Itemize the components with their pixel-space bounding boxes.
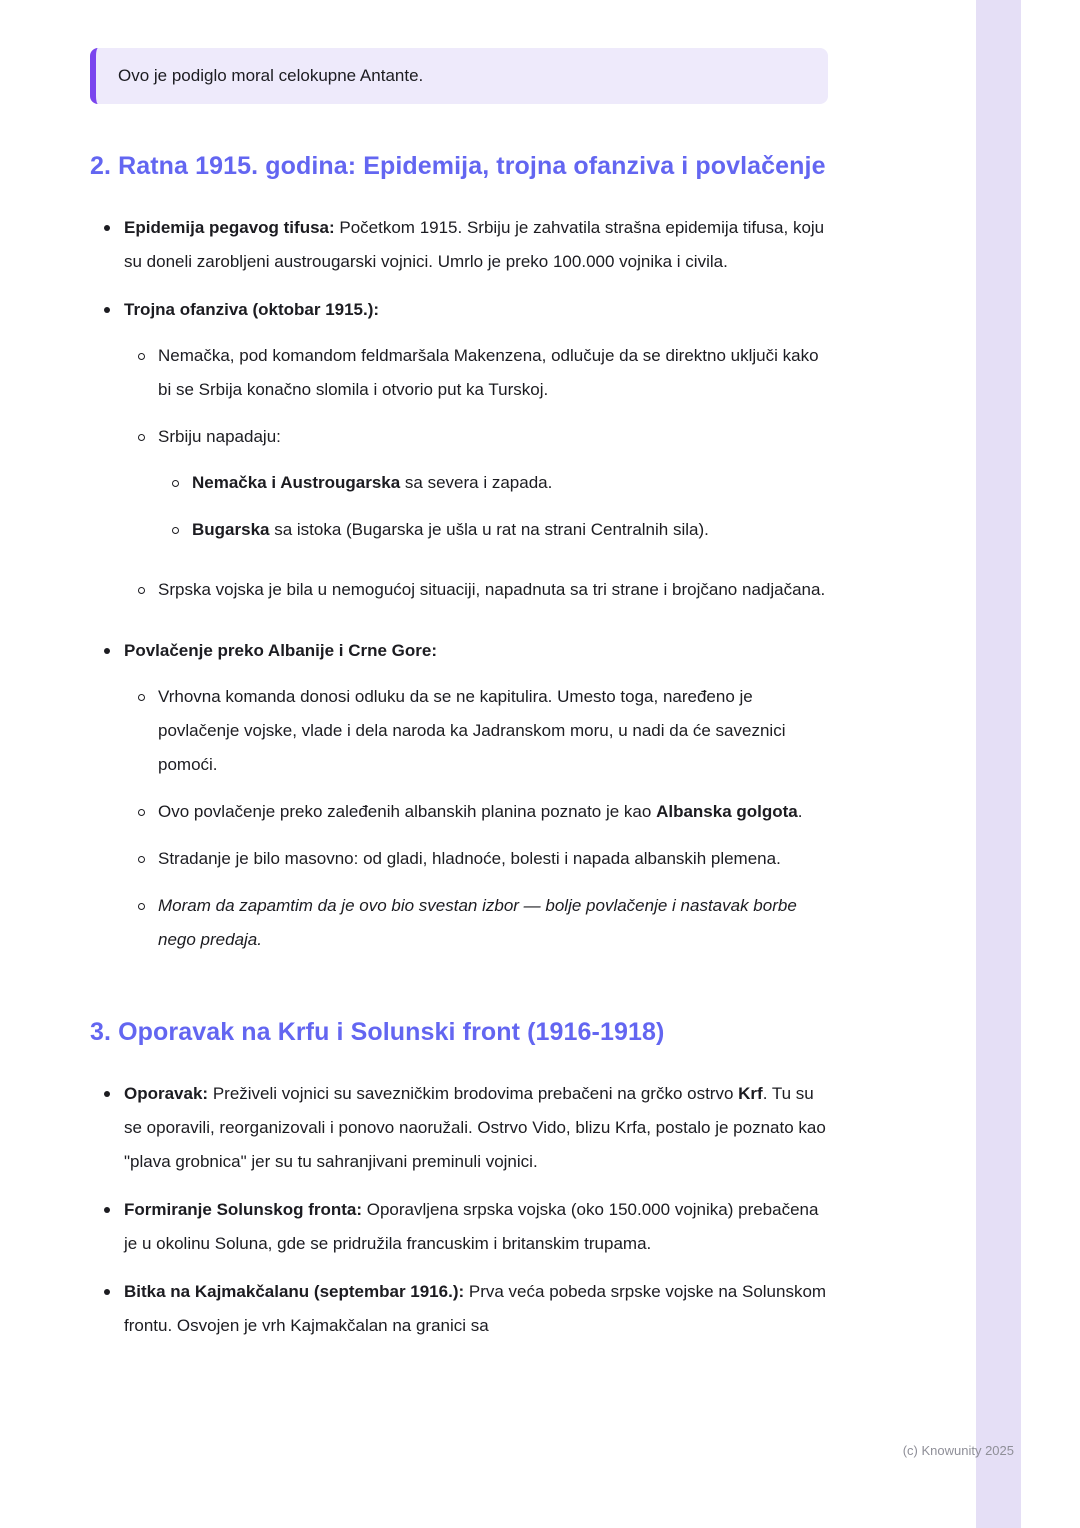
list-item-body: Srbiju napadaju: [158,427,281,446]
list-item [124,889,828,957]
list-item-body: Nemačka, pod komandom feldmaršala Makenzena, odlučuje da se direktno uključi kako bi se Srbija konačno slomila i otvorio put ka Turskoj. [158,346,819,399]
list-item-text [192,466,828,500]
section-2-heading: 2. Ratna 1915. godina: Epidemija, trojna ofanziva i povlačenje [90,152,826,180]
nested-list [124,339,828,607]
list-item-body: . Tu su se oporavili, reorganizovali i ponovo naoružali. Ostrvo Vido, blizu Krfa, postalo je poznato kao "plava grobnica" jer su tu sahranjivani preminuli vojnici. [124,1084,826,1171]
bullet-circle-icon [138,420,158,560]
copyright-text: (c) Knowunity 2025 [902,1443,1014,1458]
list-item [90,293,828,620]
bullet-circle-icon [138,573,158,607]
list-item-lead: Bitka na Kajmakčalanu (septembar 1916.): [124,1282,465,1301]
list-item-text [124,634,828,970]
list-item-lead: Povlačenje preko Albanije i Crne Gore: [124,641,438,660]
list-item [124,339,828,407]
list-item-text [192,513,828,547]
list-item [90,211,828,279]
list-item-text [124,1077,828,1179]
list-item-body: Ovo povlačenje preko zaleđenih albanskih planina poznato je kao [158,802,657,821]
list-item-lead: Oporavak: [124,1084,209,1103]
list-item-bold: Krf [738,1084,763,1103]
nested-list [158,466,828,547]
quote-callout-text: Ovo je podiglo moral celokupne Antante. [118,66,424,85]
list-item-body: Preživeli vojnici su savezničkim brodovima prebačeni na grčko ostrvo [208,1084,739,1103]
list-item-body: Oporavljena srpska vojska (oko 150.000 vojnika) prebačena je u okolinu Soluna, gde se pridružila francuskim i britanskim trupama. [124,1200,819,1253]
list-item-body: sa severa i zapada. [400,473,553,492]
list-item-lead: Epidemija pegavog tifusa: [124,218,335,237]
list-item-bold: Albanska golgota [656,802,798,821]
list-item [158,466,828,500]
bullet-disc-icon [104,211,124,279]
list-item [124,842,828,876]
bullet-disc-icon [104,634,124,970]
list-item-lead: Bugarska [192,520,270,539]
list-item-note [158,889,828,957]
bullet-circle-icon [138,795,158,829]
section-3-list [90,1077,828,1343]
list-item-body: Početkom 1915. Srbiju je zahvatila strašna epidemija tifusa, koju su doneli zarobljeni austrougarski vojnici. Umrlo je preko 100.000 vojnika i civila. [124,218,825,271]
list-item [124,573,828,607]
list-item [124,420,828,560]
bullet-circle-icon [138,680,158,782]
list-item-text [158,680,828,782]
list-item-lead: Formiranje Solunskog fronta: [124,1200,363,1219]
list-item-text [158,420,828,560]
bullet-disc-icon [104,1275,124,1343]
list-item-body: . [797,802,803,821]
bullet-circle-icon [138,842,158,876]
list-item-body: sa istoka (Bugarska je ušla u rat na strani Centralnih sila). [269,520,709,539]
list-item-body: Srpska vojska je bila u nemogućoj situaciji, napadnuta sa tri strane i brojčano nadjačana. [158,580,826,599]
list-item-lead: Trojna ofanziva (oktobar 1915.): [124,300,380,319]
list-item [124,795,828,829]
list-item-body: Vrhovna komanda donosi odluku da se ne kapitulira. Umesto toga, naređeno je povlačenje vojske, vlade i dela naroda ka Jadranskom moru, u nadi da će saveznici pomoći. [158,687,786,774]
quote-callout [90,48,828,104]
list-item-body: Prva veća pobeda srpske vojske na Solunskom frontu. Osvojen je vrh Kajmakčalan na granici sa [124,1282,827,1335]
nested-list [124,680,828,957]
bullet-circle-icon [138,889,158,957]
bullet-circle-icon [172,513,192,547]
list-item-text [158,339,828,407]
page-side-strip [976,0,1021,1528]
section-2-list [90,211,828,970]
list-item-text [158,842,828,876]
bullet-disc-icon [104,1193,124,1261]
list-item-text [124,211,828,279]
list-item [90,1193,828,1261]
list-item [90,1275,828,1343]
list-item-lead: Nemačka i Austrougarska [192,473,401,492]
list-item [90,1077,828,1179]
list-item-body: Stradanje je bilo masovno: od gladi, hladnoće, bolesti i napada albanskih plemena. [158,849,781,868]
list-item [90,634,828,970]
list-item [158,513,828,547]
document-content [90,48,828,1343]
section-3-heading: 3. Oporavak na Krfu i Solunski front (1916-1918) [90,1018,665,1046]
list-item-text [158,573,828,607]
bullet-circle-icon [138,339,158,407]
list-item-text [124,1275,828,1343]
list-item [124,680,828,782]
bullet-disc-icon [104,1077,124,1179]
list-item-text [124,293,828,620]
list-item-text [124,1193,828,1261]
bullet-disc-icon [104,293,124,620]
list-item-body: Moram da zapamtim da je ovo bio svestan izbor — bolje povlačenje i nastavak borbe nego predaja. [158,896,797,949]
list-item-text [158,795,828,829]
bullet-circle-icon [172,466,192,500]
